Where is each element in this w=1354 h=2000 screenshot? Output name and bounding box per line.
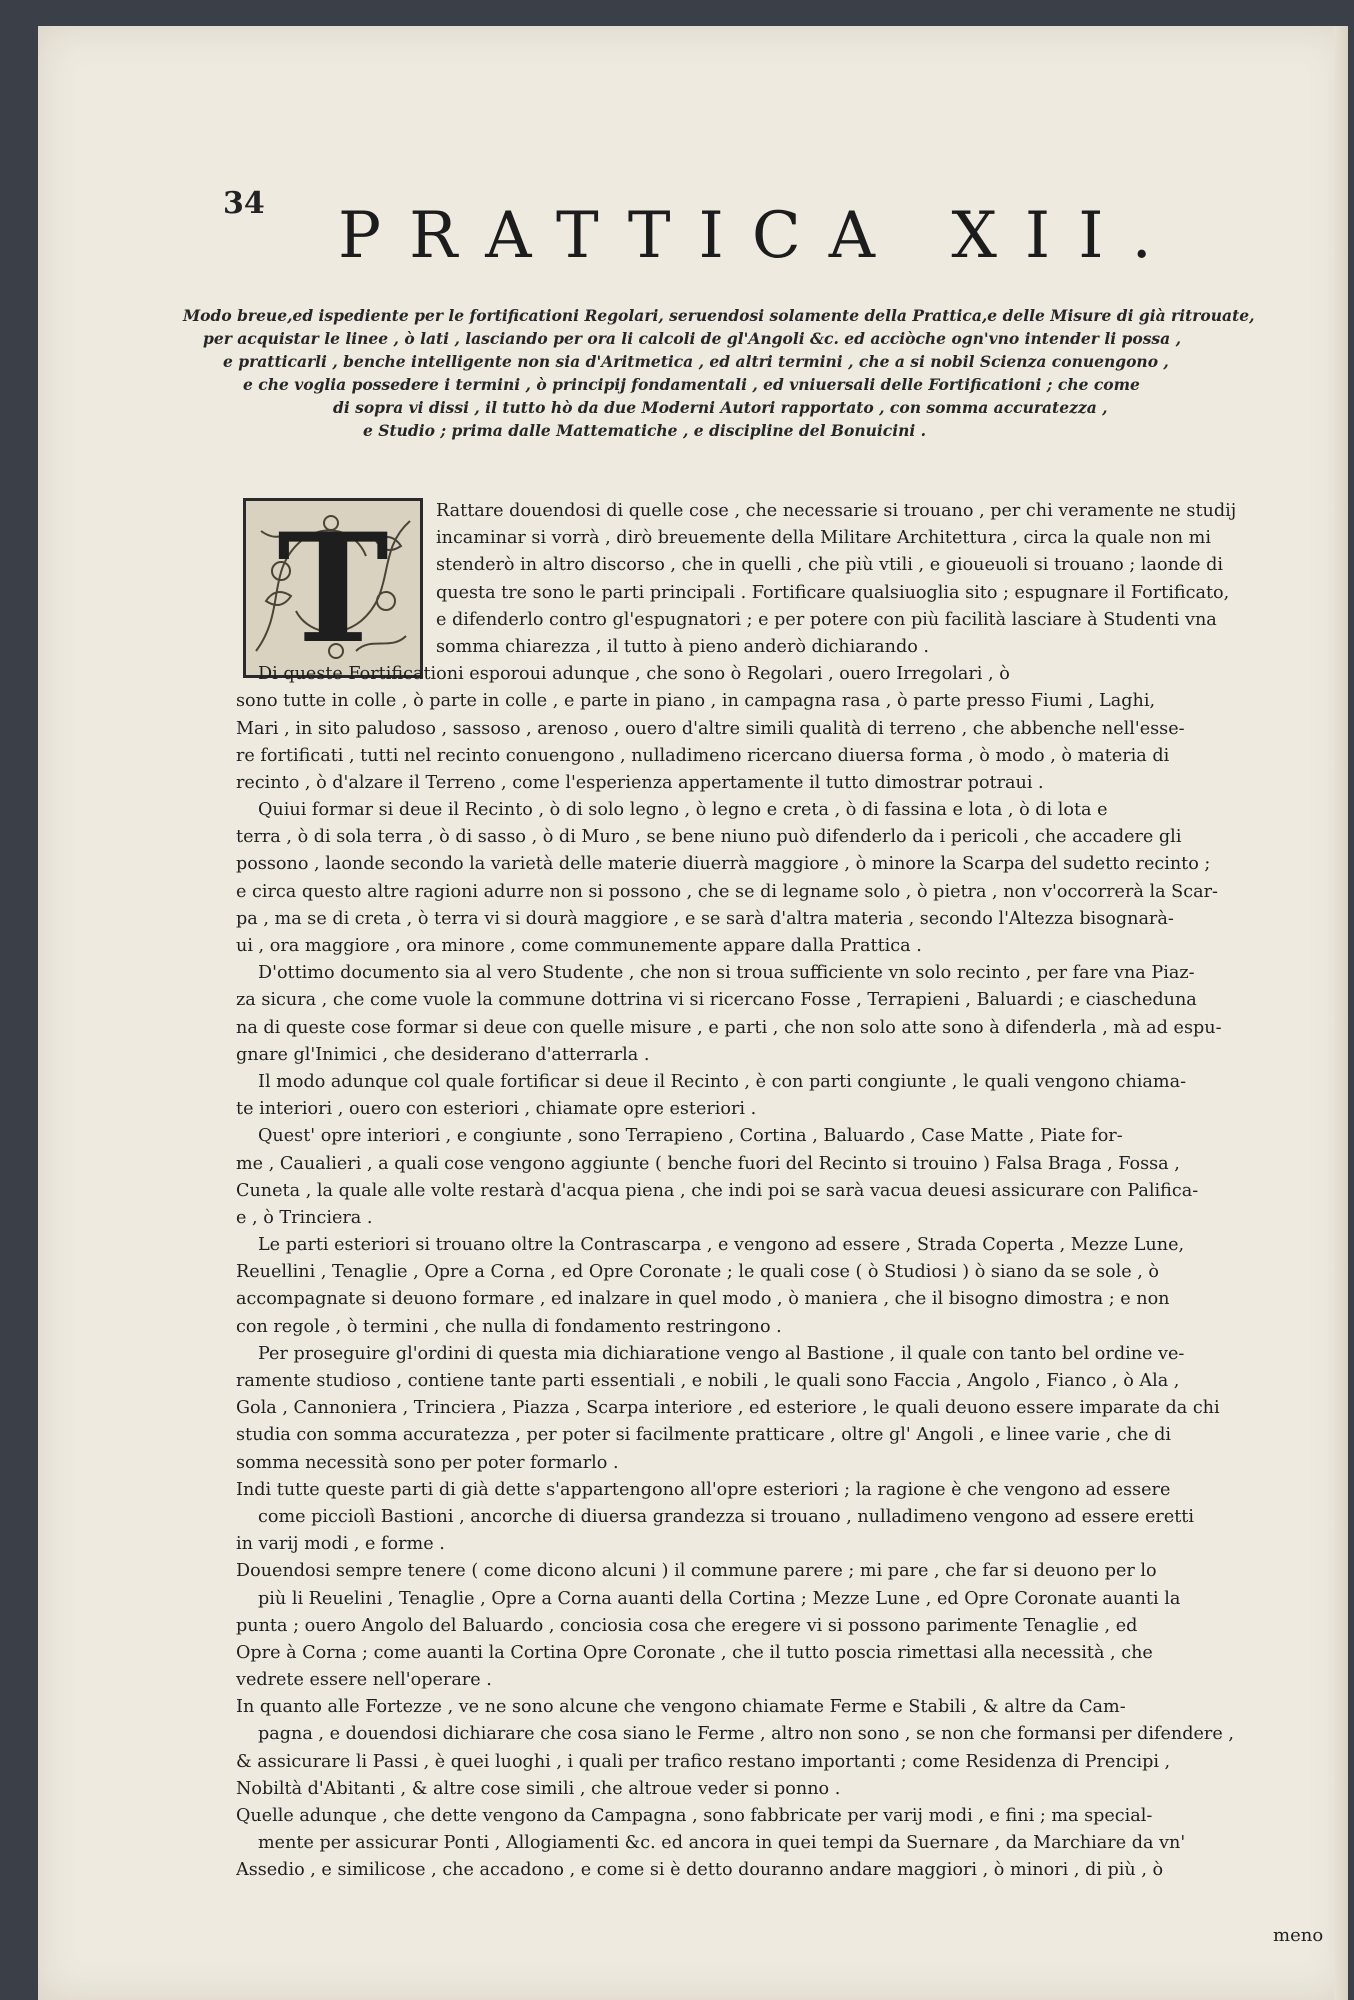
- text-line: Quest' opre interiori , e congiunte , sono Terrapieno , Cortina , Baluardo , Case Matte , Piate for-: [258, 1126, 1123, 1147]
- text-line: ui , ora maggiore , ora minore , come communemente appare dalla Prattica .: [236, 936, 922, 956]
- subtitle-line: e pratticarli , benche intelligente non sia d'Aritmetica , ed altri termini , che a si nobil Scienza conuengono ,: [223, 352, 1169, 371]
- text-line: Gola , Cannoniera , Trinciera , Piazza , Scarpa interiore , ed esteriore , le quali deuono essere imparate da chi: [236, 1398, 1220, 1419]
- text-line: vedrete essere nell'operare .: [236, 1670, 492, 1691]
- body-text: [236, 498, 1336, 1885]
- text-line: e circa questo altre ragioni adurre non si possono , che se di legname solo , ò pietra , non v'occorrerà la Scar-: [236, 881, 1218, 902]
- text-line: mente per assicurar Ponti , Allogiamenti &c. ed ancora in quei tempi da Suernare , da Marchiare da vn': [258, 1833, 1186, 1854]
- text-line: Quelle adunque , che dette vengono da Campagna , sono fabbricate per varij modi , e fini ; ma special-: [236, 1806, 1153, 1826]
- text-line: Reuellini , Tenaglie , Opre a Corna , ed Opre Coronate ; le quali cose ( ò Studiosi ) ò siano da se sole , ò: [236, 1262, 1159, 1283]
- drop-cap-letter: T: [277, 501, 389, 677]
- text-line: Douendosi sempre tenere ( come dicono alcuni ) il commune parere ; mi pare , che far si deuono per lo: [236, 1561, 1157, 1582]
- text-line: Di queste Fortificationi esporoui adunque , che sono ò Regolari , ouero Irregolari , ò: [258, 664, 1010, 685]
- text-line: & assicurare li Passi , è quei luoghi , i quali per trafico restano importanti ; come Residenza di Prencipi ,: [236, 1751, 1171, 1772]
- text-line: pagna , e douendosi dichiarare che cosa siano le Ferme , altro non sono , se non che formansi per difendere ,: [258, 1724, 1234, 1745]
- text-line: Rattare douendosi di quelle cose , che necessarie si trouano , per chi veramente ne studij: [436, 501, 1237, 521]
- subtitle-line: di sopra vi dissi , il tutto hò da due Moderni Autori rapportato , con somma accuratezza ,: [333, 398, 1108, 417]
- text-line: in varij modi , e forme .: [236, 1534, 445, 1555]
- text-line: Mari , in sito paludoso , sassoso , arenoso , ouero d'altre simili qualità di terreno , che abbenche nell'esse-: [236, 718, 1185, 739]
- page-number: 34: [223, 186, 265, 221]
- text-line: Indi tutte queste parti di già dette s'appartengono all'opre esteriori ; la ragione è che vengono ad essere: [236, 1479, 1171, 1500]
- chapter-subtitle: [183, 304, 1333, 442]
- text-line: studia con somma accuratezza , per poter si facilmente pratticare , oltre gl' Angoli , e linee varie , che di: [236, 1425, 1171, 1446]
- text-line: possono , laonde secondo la varietà delle materie diuerrà maggiore , ò minore la Scarpa del sudetto recinto ;: [236, 854, 1211, 875]
- text-line: na di queste cose formar si deue con quelle misure , e parti , che non solo atte sono à difenderla , mà ad espu-: [236, 1017, 1222, 1038]
- text-line: più li Reuelini , Tenaglie , Opre a Corna auanti della Cortina ; Mezze Lune , ed Opre Coronate auanti la: [258, 1588, 1181, 1609]
- text-line: D'ottimo documento sia al vero Studente , che non si troua sufficiente vn solo recinto , per fare vna Piaz-: [258, 963, 1195, 984]
- catchword: meno: [1273, 1925, 1324, 1946]
- text-line: re fortificati , tutti nel recinto conuengono , nulladimeno ricercano diuersa forma , ò modo , ò materia di: [236, 745, 1170, 766]
- text-line: ramente studioso , contiene tante parti essentiali , e nobili , le quali sono Faccia , Angolo , Fianco , ò Ala ,: [236, 1371, 1180, 1391]
- chapter-title: PRATTICA XII.: [338, 199, 1180, 273]
- text-line: sono tutte in colle , ò parte in colle , e parte in piano , in campagna rasa , ò parte presso Fiumi , Laghi,: [236, 691, 1156, 712]
- text-line: In quanto alle Fortezze , ve ne sono alcune che vengono chiamate Ferme e Stabili , & altre da Cam-: [236, 1697, 1126, 1718]
- text-line: somma necessità sono per poter formarlo .: [236, 1452, 619, 1473]
- text-line: somma chiarezza , il tutto à pieno anderò dichiarando .: [436, 636, 930, 657]
- text-line: e , ò Trinciera .: [236, 1207, 373, 1228]
- text-line: me , Caualieri , a quali cose vengono aggiunte ( benche fuori del Recinto si trouino ) Falsa Braga , Fossa ,: [236, 1153, 1180, 1174]
- text-line: Nobiltà d'Abitanti , & altre cose simili , che altroue veder si ponno .: [236, 1778, 841, 1799]
- text-line: come picciolì Bastioni , ancorche di diuersa grandezza si trouano , nulladimeno vengono ad essere eretti: [258, 1506, 1194, 1527]
- text-line: punta ; ouero Angolo del Baluardo , conciosia cosa che eregere vi si possono parimente Tenaglie , ed: [236, 1615, 1138, 1636]
- text-line: Assedio , e similicose , che accadono , e come si è detto douranno andare maggiori , ò minori , di più , ò: [236, 1860, 1164, 1881]
- text-line: stenderò in altro discorso , che in quelli , che più vtili , e gioueuoli si trouano ; laonde di: [436, 555, 1224, 576]
- text-line: e difenderlo contro gl'espugnatori ; e per potere con più facilità lasciare à Studenti vna: [436, 609, 1217, 630]
- text-line: pa , ma se di creta , ò terra vi si dourà maggiore , e se sarà d'altra materia , secondo l'Altezza bisognarà-: [236, 908, 1174, 929]
- text-line: Per proseguire gl'ordini di questa mia dichiaratione vengo al Bastione , il quale con tanto bel ordine ve-: [258, 1343, 1185, 1364]
- subtitle-line: e che voglia possedere i termini , ò principij fondamentali , ed vniuersali delle Fortificationi ; che come: [243, 375, 1140, 394]
- subtitle-line: Modo breue,ed ispediente per le fortificationi Regolari, seruendosi solamente della Prattica,e delle Misure di già ritrouate,: [183, 306, 1255, 325]
- text-line: terra , ò di sola terra , ò di sasso , ò di Muro , se bene niuno può difenderlo da i pericoli , che accadere gli: [236, 827, 1182, 848]
- text-line: con regole , ò termini , che nulla di fondamento restringono .: [236, 1316, 782, 1337]
- text-line: Cuneta , la quale alle volte restarà d'acqua piena , che indi poi se sarà vacua deuesi assicurare con Palifica-: [236, 1180, 1199, 1201]
- text-line: questa tre sono le parti principali . Fortificare qualsiuoglia sito ; espugnare il Fortificato,: [436, 582, 1230, 603]
- text-line: incaminar si vorrà , dirò breuemente della Militare Architettura , circa la quale non mi: [436, 528, 1211, 549]
- text-line: Opre à Corna ; come auanti la Cortina Opre Coronate , che il tutto poscia rimettasi alla necessità , che: [236, 1642, 1153, 1663]
- text-line: gnare gl'Inimici , che desiderano d'atterrarla .: [236, 1044, 650, 1065]
- text-line: accompagnate si deuono formare , ed inalzare in quel modo , ò maniera , che il bisogno dimostra ; e non: [236, 1289, 1170, 1310]
- book-page: [38, 26, 1348, 2000]
- text-line: Quiui formar si deue il Recinto , ò di solo legno , ò legno e creta , ò di fassina e lota , ò di lota e: [258, 800, 1108, 821]
- subtitle-line: per acquistar le linee , ò lati , lasciando per ora li calcoli de gl'Angoli &c. ed acciòche ogn'vno intender li possa ,: [203, 329, 1181, 348]
- page-edge: [1334, 26, 1348, 2000]
- text-line: te interiori , ouero con esteriori , chiamate opre esteriori .: [236, 1099, 757, 1120]
- text-line: Le parti esteriori si trouano oltre la Contrascarpa , e vengono ad essere , Strada Coperta , Mezze Lune,: [258, 1235, 1185, 1256]
- text-line: recinto , ò d'alzare il Terreno , come l'esperienza appertamente il tutto dimostrar potraui .: [236, 772, 1044, 793]
- text-line: za sicura , che come vuole la commune dottrina vi si ricercano Fosse , Terrapieni , Baluardi ; e ciascheduna: [236, 990, 1197, 1011]
- subtitle-line: e Studio ; prima dalle Mattematiche , e discipline del Bonuicini .: [363, 421, 927, 440]
- text-line: Il modo adunque col quale fortificar si deue il Recinto , è con parti congiunte , le quali vengono chiama-: [258, 1071, 1187, 1092]
